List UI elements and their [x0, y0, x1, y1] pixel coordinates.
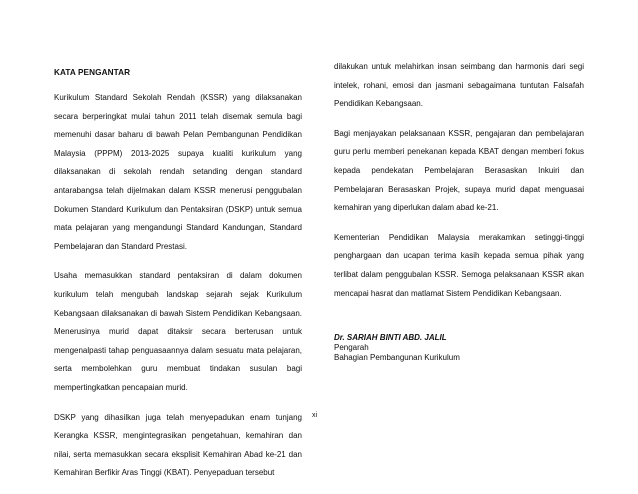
paragraph-intro: Kurikulum Standard Sekolah Rendah (KSSR) yang dilaksanakan secara berperingkat mulai tahun 2011 telah disemak semula bagi memenuhi dasar baharu di bawah Pelan Pembangunan Pendidikan Malaysia (PPPM) 2013-2025 supaya kualiti kurikulum yang dilaksanakan di sekolah rendah setanding dengan standard antarabangsa telah dijelmakan dalam KSSR menerusi penggubalan Dokumen Standard Kurikulum dan Pentaksiran (DSKP) untuk semua mata pelajaran yang mengandungi Standard Kandungan, Standard Pembelajaran dan Standard Prestasi. [54, 93, 302, 251]
paragraph-acknowledgement: Kementerian Pendidikan Malaysia merakamkan setinggi-tinggi penghargaan dan ucapan terima kasih kepada semua pihak yang terlibat dalam penggubalan KSSR. Semoga pelaksanaan KSSR akan mencapai hasrat dan matlamat Sistem Pendidikan Kebangsaan. [334, 232, 584, 298]
right-column [334, 58, 584, 363]
page-heading: KATA PENGANTAR [54, 68, 131, 77]
signatory-department: Bahagian Pembangunan Kurikulum [334, 353, 460, 363]
signature-block [334, 333, 584, 363]
signatory-name: Dr. SARIAH BINTI ABD. JALIL [334, 333, 447, 343]
paragraph-continuation: dilakukan untuk melahirkan insan seimbang dan harmonis dari segi intelek, rohani, emosi dan jasmani sebagaimana tuntutan Falsafah Pendidikan Kebangsaan. [334, 62, 584, 109]
paragraph-assessment: Usaha memasukkan standard pentaksiran di dalam dokumen kurikulum telah mengubah landskap sejarah sejak Kurikulum Kebangsaan dilaksanakan di bawah Sistem Pendidikan Kebangsaan. Menerusinya murid dapat ditaksir secara berterusan untuk mengenalpasti tahap penguasaannya dalam sesuatu mata pelajaran, serta membolehkan guru membuat tindakan susulan bagi mempertingkatkan pencapaian murid. [54, 271, 302, 392]
left-column [54, 58, 302, 494]
paragraph-kbat: Bagi menjayakan pelaksanaan KSSR, pengajaran dan pembelajaran guru perlu memberi penekanan kepada KBAT dengan memberi fokus kepada pendekatan Pembelajaran Berasaskan Inkuiri dan Pembelajaran Berasaskan Projek, supaya murid dapat menguasai kemahiran yang diperlukan dalam abad ke-21. [334, 128, 584, 213]
page-number: xi [312, 412, 318, 419]
signatory-title: Pengarah [334, 343, 369, 353]
paragraph-dskp: DSKP yang dihasilkan juga telah menyepadukan enam tunjang Kerangka KSSR, mengintegrasikan pengetahuan, kemahiran dan nilai, serta memasukkan secara eksplisit Kemahiran Abad ke-21 dan Kemahiran Berfikir Aras Tinggi (KBAT). Penyepaduan tersebut [54, 412, 302, 478]
